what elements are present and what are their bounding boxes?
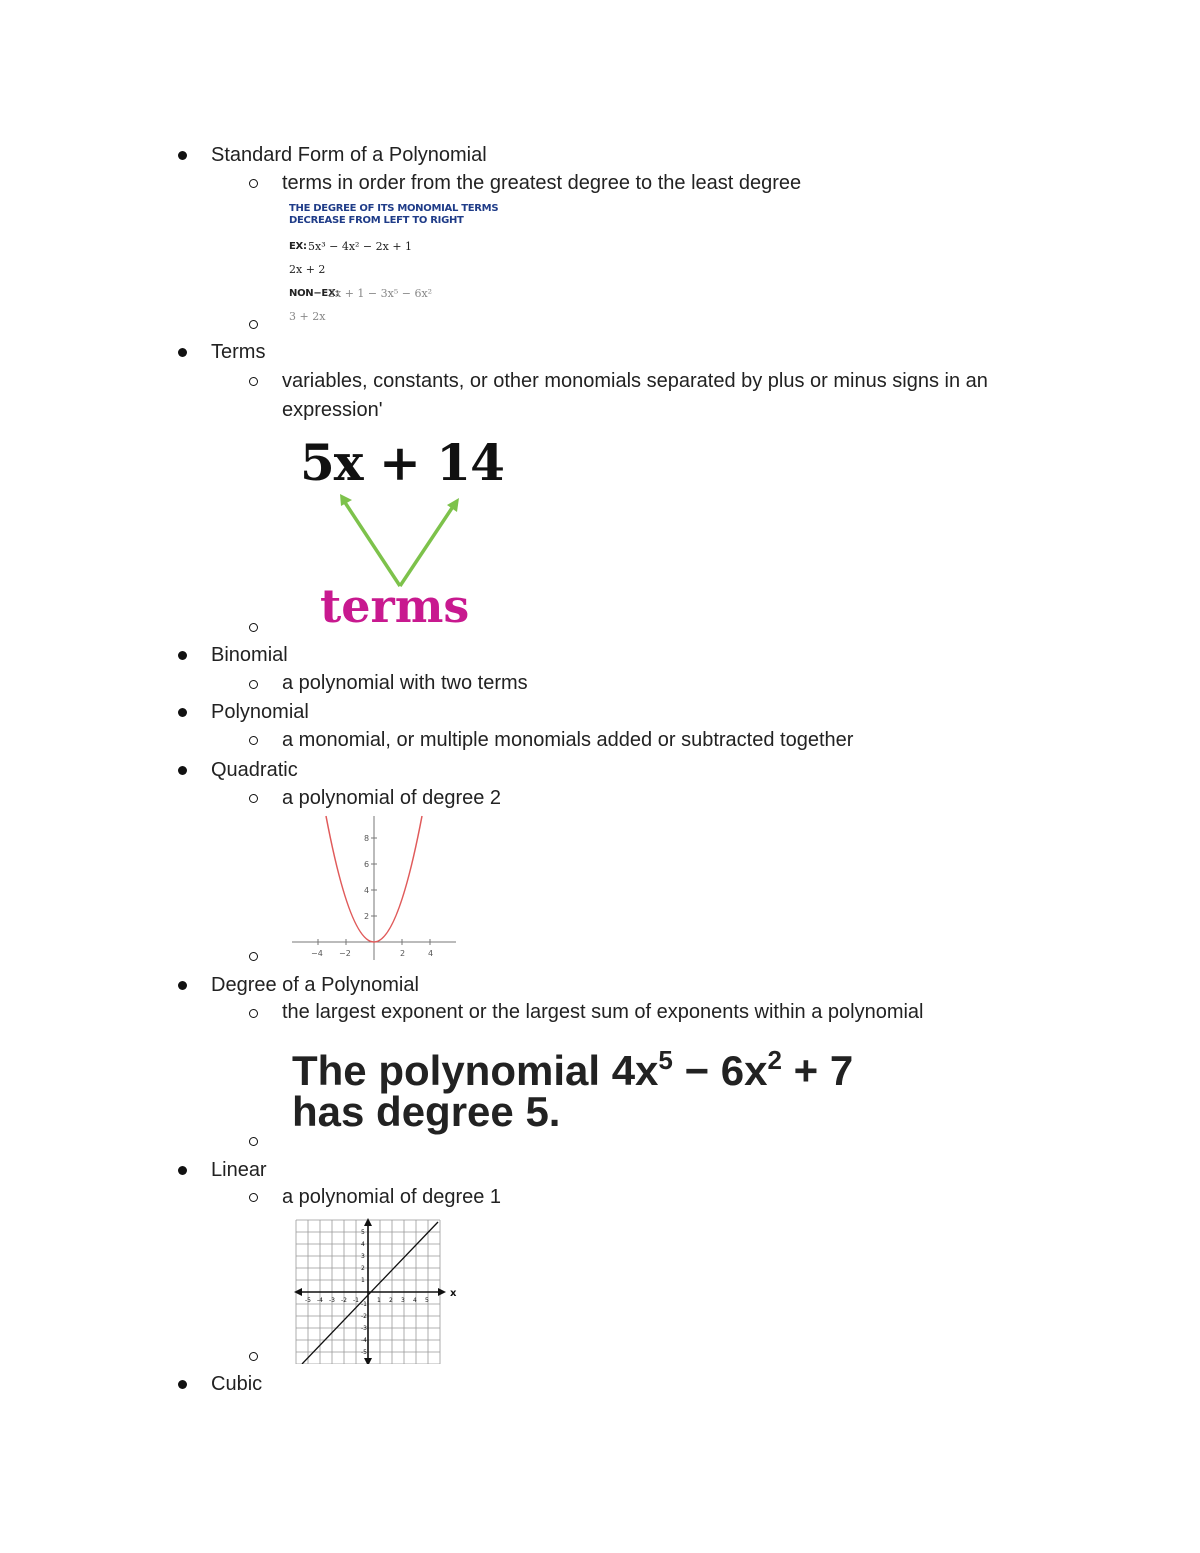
sub-bullet <box>249 680 258 689</box>
parabola-plot <box>290 814 458 962</box>
sub-bullet <box>249 952 258 961</box>
terms-expression: 5x + 14 <box>300 433 504 492</box>
non-example-expression: 2x + 1 − 3x⁵ − 6x² <box>328 287 433 300</box>
y-tick-label: -3 <box>361 1325 367 1332</box>
x-tick-label: −4 <box>311 949 323 958</box>
sub-bullet <box>249 736 258 745</box>
definition-polynomial: a monomial, or multiple monomials added or subtracted together <box>282 729 854 751</box>
example-expression: 5x³ − 4x² − 2x + 1 <box>308 240 413 253</box>
x-tick-label: 4 <box>428 949 434 958</box>
exponent-2: 2 <box>767 1045 782 1075</box>
y-tick-label: 2 <box>364 912 370 921</box>
x-tick-label: 3 <box>401 1297 405 1304</box>
arrow-right <box>400 505 454 586</box>
y-tick-label: 1 <box>361 1277 365 1284</box>
sub-bullet <box>249 179 258 188</box>
x-tick-label: -2 <box>341 1297 347 1304</box>
non-example-expression-2: 3 + 2x <box>289 310 326 323</box>
y-tick-label: 4 <box>364 886 370 895</box>
x-tick-label: -5 <box>305 1297 311 1304</box>
x-tick-label: 2 <box>389 1297 393 1304</box>
degree-mid: − 6x <box>672 1047 768 1094</box>
bullet <box>178 981 187 990</box>
x-axis-arrowhead <box>438 1288 446 1296</box>
definition-standard-form: terms in order from the greatest degree to the least degree <box>282 172 802 194</box>
degree-prefix: The polynomial 4x <box>292 1047 659 1094</box>
definition-quadratic: a polynomial of degree 2 <box>282 787 502 809</box>
degree-line-2: has degree 5. <box>292 1088 561 1135</box>
quadratic-graph <box>290 814 458 962</box>
non-example-label: NON−EX: <box>289 288 340 299</box>
x-tick-label: 1 <box>377 1297 381 1304</box>
definition-linear: a polynomial of degree 1 <box>282 1186 502 1208</box>
y-tick-label: 2 <box>361 1265 365 1272</box>
term-binomial: Binomial <box>211 644 288 666</box>
y-tick-label: 4 <box>361 1241 365 1248</box>
sub-bullet <box>249 623 258 632</box>
sub-bullet <box>249 377 258 386</box>
sub-bullet <box>249 1137 258 1146</box>
x-axis-label: x <box>450 1288 457 1299</box>
y-tick-label: 5 <box>361 1229 365 1236</box>
y-tick-label: -1 <box>361 1301 367 1308</box>
y-tick-label: 3 <box>361 1253 365 1260</box>
standard-form-heading-2: DECREASE FROM LEFT TO RIGHT <box>289 215 464 226</box>
definition-terms: variables, constants, or other monomials separated by plus or minus signs in an expression' <box>282 370 988 421</box>
y-tick-label: 6 <box>364 860 370 869</box>
bullet <box>178 1380 187 1389</box>
term-quadratic: Quadratic <box>211 759 298 781</box>
x-tick-label: 2 <box>400 949 406 958</box>
degree-suffix: + 7 <box>781 1047 854 1094</box>
y-tick-label: -4 <box>361 1337 367 1344</box>
term-terms: Terms <box>211 341 266 363</box>
definition-binomial: a polynomial with two terms <box>282 672 528 694</box>
terms-image <box>296 433 504 633</box>
y-tick-label: 8 <box>364 834 370 843</box>
x-tick-label: -4 <box>317 1297 323 1304</box>
bullet <box>178 151 187 160</box>
standard-form-image <box>286 200 499 326</box>
term-polynomial: Polynomial <box>211 701 309 723</box>
x-tick-label: -3 <box>329 1297 335 1304</box>
sub-bullet <box>249 320 258 329</box>
bullet <box>178 708 187 717</box>
term-degree: Degree of a Polynomial <box>211 974 419 996</box>
exponent-1: 5 <box>658 1045 673 1075</box>
line-y-equals-x <box>302 1222 438 1364</box>
x-tick-label: -1 <box>353 1297 359 1304</box>
sub-bullet <box>249 1193 258 1202</box>
x-tick-label: −2 <box>339 949 351 958</box>
y-axis-arrowhead <box>364 1218 372 1226</box>
sub-bullet <box>249 794 258 803</box>
y-axis-arrowhead-bottom <box>364 1358 372 1364</box>
bullet <box>178 651 187 660</box>
bullet <box>178 348 187 357</box>
terms-label: terms <box>320 579 470 633</box>
definition-degree: the largest exponent or the largest sum of exponents within a polynomial <box>282 1001 924 1023</box>
y-tick-label: -5 <box>361 1349 367 1356</box>
linear-plot <box>292 1218 462 1364</box>
bullet <box>178 766 187 775</box>
bullet <box>178 1166 187 1175</box>
example-label: EX: <box>289 241 307 252</box>
x-tick-label: 4 <box>413 1297 417 1304</box>
arrow-left <box>344 501 400 586</box>
sub-bullet <box>249 1352 258 1361</box>
y-tick-label: -2 <box>361 1313 367 1320</box>
term-linear: Linear <box>211 1159 267 1181</box>
linear-graph <box>292 1218 462 1364</box>
term-cubic: Cubic <box>211 1373 263 1395</box>
example-expression-2: 2x + 2 <box>289 263 326 276</box>
x-axis-arrowhead-left <box>294 1288 302 1296</box>
standard-form-heading-1: THE DEGREE OF ITS MONOMIAL TERMS <box>289 203 499 214</box>
degree-image <box>292 1030 912 1136</box>
sub-bullet <box>249 1009 258 1018</box>
x-tick-label: 5 <box>425 1297 429 1304</box>
term-standard-form: Standard Form of a Polynomial <box>211 144 487 166</box>
